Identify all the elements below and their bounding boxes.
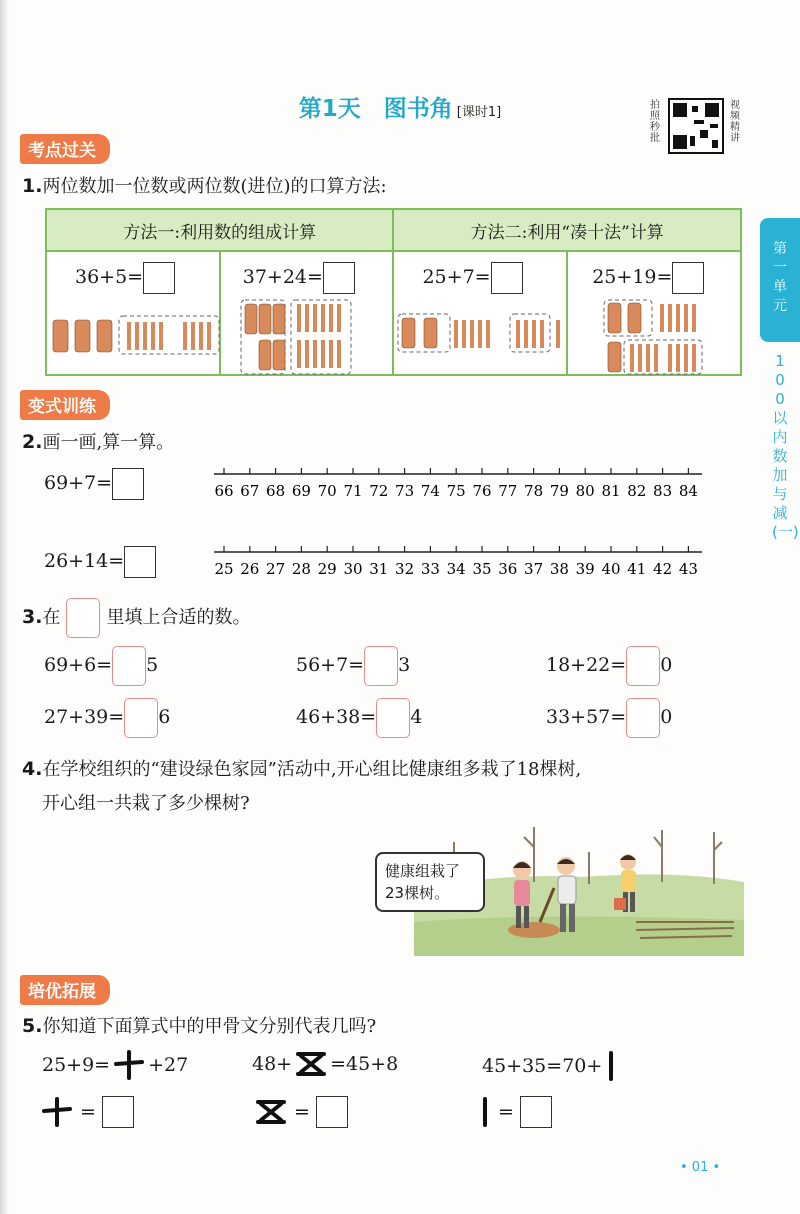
q1-text: 两位数加一位数或两位数(进位)的口算方法: <box>42 176 387 197</box>
q3-item-4: 27+39= 6 <box>44 698 170 738</box>
number-line-2-label: 28 <box>291 560 311 578</box>
number-line-1-label: 79 <box>549 482 569 500</box>
qr-code-icon[interactable] <box>668 98 724 154</box>
answer-box[interactable] <box>491 262 523 294</box>
number-line-2-label: 37 <box>524 560 544 578</box>
q1-equation-2: 37+24= <box>243 262 355 294</box>
unit-tab-label: 第一单元 <box>773 241 787 314</box>
number-line-2-label: 34 <box>446 560 466 578</box>
q4-number: 4. <box>22 758 43 780</box>
page-binding-shadow <box>0 0 9 1214</box>
q3-item-6: 33+57= 0 <box>546 698 672 738</box>
number-line-2-label: 31 <box>369 560 389 578</box>
q1-equation-1: 36+5= <box>75 262 175 294</box>
day-title: 第1天 图书角 <box>298 96 453 122</box>
unit-topic-label: 100以内数加与减(一) <box>772 352 799 541</box>
q1-equation-3: 25+7= <box>422 262 522 294</box>
number-line-1-label: 72 <box>369 482 389 500</box>
number-line-2-label: 25 <box>214 560 234 578</box>
q5-equation-3: 45+35=70+ <box>482 1050 618 1082</box>
method1-header: 方法一:利用数的组成计算 <box>46 209 393 251</box>
unit-tab[interactable] <box>760 218 800 342</box>
question-5 <box>22 1012 376 1038</box>
question-4 <box>22 752 581 821</box>
qr-left-label: 拍照秒批 <box>650 100 660 144</box>
number-line-2-label: 27 <box>266 560 286 578</box>
q3-item-1: 69+6= 5 <box>44 646 158 686</box>
number-line-1-label: 81 <box>601 482 621 500</box>
oracle-one-icon <box>478 1096 492 1128</box>
answer-box[interactable] <box>316 1096 348 1128</box>
number-line-2-label: 35 <box>472 560 492 578</box>
section-badge-basic: 考点过关 <box>20 134 110 164</box>
q3-number: 3. <box>22 606 43 628</box>
oracle-five-icon <box>254 1098 288 1126</box>
bubble-line-1: 健康组栽了 <box>385 862 461 880</box>
number-line-1-label: 68 <box>266 482 286 500</box>
q2-equation-2: 26+14= <box>44 546 156 578</box>
digit-box[interactable] <box>112 646 146 686</box>
number-line-1-label: 73 <box>395 482 415 500</box>
speech-bubble <box>375 852 485 912</box>
q5-answer-2: = <box>254 1096 348 1128</box>
lesson-label: [课时1] <box>456 105 502 120</box>
number-line-1-label: 77 <box>498 482 518 500</box>
q5-answer-3: = <box>478 1096 552 1128</box>
digit-box[interactable] <box>124 698 158 738</box>
question-3 <box>22 598 250 638</box>
number-line-2-label: 32 <box>395 560 415 578</box>
answer-box[interactable] <box>112 468 144 500</box>
method1-cell-a <box>46 251 220 375</box>
q5-text: 你知道下面算式中的甲骨文分别代表几吗? <box>42 1016 377 1037</box>
number-line-1-label: 66 <box>214 482 234 500</box>
q5-answer-1: = <box>40 1096 134 1128</box>
number-line-2-label: 30 <box>343 560 363 578</box>
number-line-1-label: 84 <box>678 482 698 500</box>
oracle-ten-icon <box>112 1050 146 1080</box>
oracle-ten-icon <box>40 1097 74 1127</box>
number-line-1 <box>210 462 710 508</box>
method2-cell-a <box>393 251 567 375</box>
number-line-2-label: 38 <box>549 560 569 578</box>
q2-number: 2. <box>22 431 43 453</box>
number-line-2 <box>210 540 710 586</box>
number-line-1-label: 70 <box>317 482 337 500</box>
number-line-2-label: 29 <box>317 560 337 578</box>
answer-box[interactable] <box>143 262 175 294</box>
method1-cell-b <box>220 251 394 375</box>
bundles-illustration-2 <box>221 298 395 378</box>
q3-item-3: 18+22= 0 <box>546 646 672 686</box>
number-line-1-label: 75 <box>446 482 466 500</box>
methods-table <box>45 208 742 376</box>
question-2 <box>22 428 174 454</box>
oracle-one-icon <box>604 1050 618 1082</box>
digit-box[interactable] <box>626 646 660 686</box>
digit-box[interactable] <box>376 698 410 738</box>
bubble-line-2: 23棵树。 <box>385 884 450 902</box>
q3-item-5: 46+38= 4 <box>296 698 422 738</box>
number-line-1-label: 80 <box>575 482 595 500</box>
answer-box[interactable] <box>520 1096 552 1128</box>
answer-box[interactable] <box>124 546 156 578</box>
oracle-five-icon <box>294 1050 328 1078</box>
q4-line-2: 开心组一共栽了多少棵树? <box>42 793 250 814</box>
method2-cell-b <box>567 251 741 375</box>
number-line-2-label: 36 <box>498 560 518 578</box>
unit-topic <box>762 352 798 542</box>
q1-equation-4: 25+19= <box>592 262 704 294</box>
question-1 <box>22 172 387 198</box>
bundles-illustration-3 <box>394 312 568 376</box>
number-line-1-label: 82 <box>627 482 647 500</box>
q5-number: 5. <box>22 1015 43 1037</box>
method2-header: 方法二:利用“凑十法”计算 <box>393 209 741 251</box>
number-line-2-label: 39 <box>575 560 595 578</box>
number-line-1-label: 74 <box>420 482 440 500</box>
number-line-2-label: 40 <box>601 560 621 578</box>
number-line-2-label: 41 <box>627 560 647 578</box>
answer-box[interactable] <box>323 262 355 294</box>
sample-pink-box <box>66 598 100 638</box>
q3-item-2: 56+7= 3 <box>296 646 410 686</box>
number-line-2-label: 33 <box>420 560 440 578</box>
number-line-2-label: 42 <box>653 560 673 578</box>
number-line-1-label: 76 <box>472 482 492 500</box>
q5-equation-2: 48+ =45+8 <box>252 1050 398 1078</box>
page-number: • 01 • <box>680 1160 721 1175</box>
number-line-2-label: 26 <box>240 560 260 578</box>
section-badge-variant: 变式训练 <box>20 390 110 420</box>
bundles-illustration-4 <box>568 298 742 378</box>
digit-box[interactable] <box>626 698 660 738</box>
number-line-1-label: 83 <box>653 482 673 500</box>
number-line-1-label: 69 <box>291 482 311 500</box>
number-line-1-label: 67 <box>240 482 260 500</box>
number-line-1-label: 78 <box>524 482 544 500</box>
q2-text: 画一画,算一算。 <box>42 432 175 453</box>
q3-text-after: 里填上合适的数。 <box>106 607 251 628</box>
qr-right-label: 视频精讲 <box>730 100 740 144</box>
digit-box[interactable] <box>364 646 398 686</box>
q3-text-before: 在 <box>42 607 61 628</box>
answer-box[interactable] <box>672 262 704 294</box>
number-line-1-label: 71 <box>343 482 363 500</box>
q2-equation-1: 69+7= <box>44 468 144 500</box>
q4-line-1: 在学校组织的“建设绿色家园”活动中,开心组比健康组多栽了18棵树, <box>42 759 582 780</box>
section-badge-advanced: 培优拓展 <box>20 975 110 1005</box>
q5-equation-1: 25+9= +27 <box>42 1050 188 1080</box>
bundles-illustration-1 <box>47 312 221 376</box>
answer-box[interactable] <box>102 1096 134 1128</box>
q1-number: 1. <box>22 175 43 197</box>
number-line-2-label: 43 <box>678 560 698 578</box>
